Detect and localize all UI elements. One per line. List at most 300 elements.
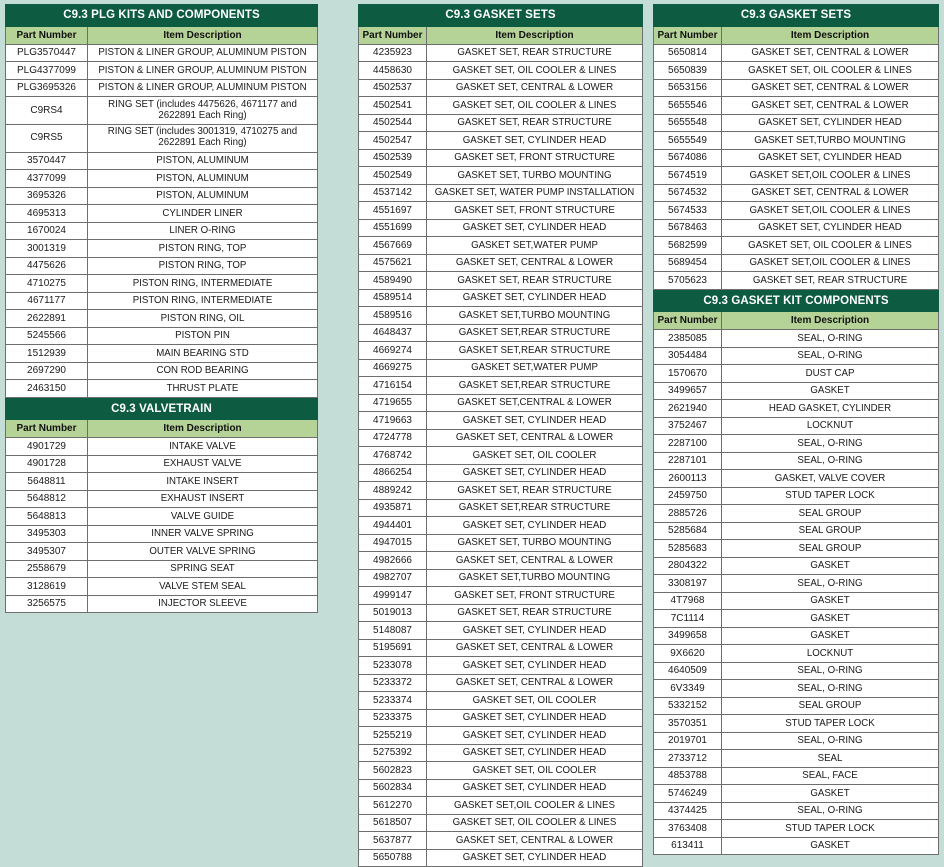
table-row <box>359 447 643 465</box>
cell-item-description: GASKET <box>722 382 939 400</box>
cell-item-description: SPRING SEAT <box>88 560 318 578</box>
cell-part-number: 3499657 <box>654 382 722 400</box>
cell-item-description: GASKET SET, CENTRAL & LOWER <box>427 832 643 850</box>
cell-part-number: 2697290 <box>6 362 88 380</box>
table-row <box>6 97 318 125</box>
table-row <box>359 394 643 412</box>
table-row <box>654 237 939 255</box>
cell-part-number: 5650839 <box>654 62 722 80</box>
cell-item-description: GASKET SET, REAR STRUCTURE <box>722 272 939 290</box>
cell-item-description: SEAL GROUP <box>722 522 939 540</box>
table-row <box>359 622 643 640</box>
cell-item-description: GASKET SET, CYLINDER HEAD <box>427 132 643 150</box>
table-row <box>359 464 643 482</box>
cell-item-description: STUD TAPER LOCK <box>722 487 939 505</box>
table-row <box>6 187 318 205</box>
cell-item-description: GASKET SET, CENTRAL & LOWER <box>722 97 939 115</box>
cell-part-number: 5332152 <box>654 697 722 715</box>
header-part-number: Part Number <box>6 26 88 44</box>
cell-part-number: 5195691 <box>359 639 427 657</box>
cell-item-description: CON ROD BEARING <box>88 362 318 380</box>
table-row <box>654 184 939 202</box>
cell-part-number: 2885726 <box>654 505 722 523</box>
cell-item-description: GASKET SET,OIL COOLER & LINES <box>427 797 643 815</box>
table-row <box>654 732 939 750</box>
cell-item-description: GASKET SET, TURBO MOUNTING <box>427 167 643 185</box>
cell-item-description: GASKET SET, CENTRAL & LOWER <box>722 44 939 62</box>
table-row <box>6 275 318 293</box>
table-row <box>6 490 318 508</box>
cell-part-number: 2622891 <box>6 310 88 328</box>
cell-part-number: 4567669 <box>359 237 427 255</box>
table-row <box>654 820 939 838</box>
cell-part-number: 5148087 <box>359 622 427 640</box>
table-row <box>654 610 939 628</box>
cell-item-description: GASKET SET,WATER PUMP <box>427 359 643 377</box>
cell-item-description: GASKET SET, CYLINDER HEAD <box>722 114 939 132</box>
table-row <box>359 97 643 115</box>
cell-part-number: 2600113 <box>654 470 722 488</box>
cell-part-number: 4695313 <box>6 205 88 223</box>
cell-part-number: 3128619 <box>6 578 88 596</box>
table-row <box>6 257 318 275</box>
section-header-row <box>654 290 939 312</box>
cell-item-description: GASKET SET, CENTRAL & LOWER <box>427 674 643 692</box>
cell-part-number: 5674519 <box>654 167 722 185</box>
cell-item-description: SEAL, O-RING <box>722 330 939 348</box>
cell-item-description: SEAL, FACE <box>722 767 939 785</box>
cell-part-number: 5602834 <box>359 779 427 797</box>
cell-item-description: VALVE STEM SEAL <box>88 578 318 596</box>
table-row <box>359 44 643 62</box>
cell-part-number: 4853788 <box>654 767 722 785</box>
header-part-number: Part Number <box>359 26 427 44</box>
table-row <box>654 715 939 733</box>
table-row <box>654 557 939 575</box>
cell-item-description: GASKET SET, FRONT STRUCTURE <box>427 149 643 167</box>
cell-item-description: PISTON & LINER GROUP, ALUMINUM PISTON <box>88 79 318 97</box>
cell-part-number: 4475626 <box>6 257 88 275</box>
cell-item-description: INNER VALVE SPRING <box>88 525 318 543</box>
header-part-number: Part Number <box>654 26 722 44</box>
cell-item-description: GASKET <box>722 627 939 645</box>
cell-part-number: 4537142 <box>359 184 427 202</box>
cell-part-number: 4982666 <box>359 552 427 570</box>
cell-item-description: GASKET SET, CYLINDER HEAD <box>427 727 643 745</box>
cell-part-number: 5648811 <box>6 473 88 491</box>
cell-part-number: 2385085 <box>654 330 722 348</box>
cell-item-description: GASKET SET, FRONT STRUCTURE <box>427 202 643 220</box>
section-header-row <box>654 5 939 27</box>
table-row <box>359 482 643 500</box>
cell-part-number: 4944401 <box>359 517 427 535</box>
table-row <box>654 400 939 418</box>
cell-part-number: 1512939 <box>6 345 88 363</box>
column-middle <box>358 4 643 867</box>
cell-part-number: 5648812 <box>6 490 88 508</box>
cell-part-number: 1570670 <box>654 365 722 383</box>
column-left <box>5 4 318 613</box>
cell-part-number: 4719663 <box>359 412 427 430</box>
table-row <box>359 674 643 692</box>
cell-part-number: 4575621 <box>359 254 427 272</box>
header-part-number: Part Number <box>654 312 722 330</box>
table-row <box>359 62 643 80</box>
table-row <box>654 452 939 470</box>
cell-item-description: PISTON RING, INTERMEDIATE <box>88 292 318 310</box>
cell-part-number: 5689454 <box>654 254 722 272</box>
cell-item-description: INTAKE VALVE <box>88 438 318 456</box>
table-row <box>359 324 643 342</box>
cell-part-number: 4377099 <box>6 170 88 188</box>
table-row <box>6 44 318 62</box>
table-row <box>359 797 643 815</box>
table-row <box>359 552 643 570</box>
cell-part-number: 4669274 <box>359 342 427 360</box>
table-row <box>654 347 939 365</box>
cell-part-number: 4901729 <box>6 438 88 456</box>
cell-item-description: GASKET SET, CENTRAL & LOWER <box>722 79 939 97</box>
cell-part-number: 3495307 <box>6 543 88 561</box>
table-row <box>654 837 939 855</box>
column-header-row <box>654 312 939 330</box>
cell-part-number: 9X6620 <box>654 645 722 663</box>
cell-item-description: GASKET SET, CYLINDER HEAD <box>427 779 643 797</box>
table-row <box>654 470 939 488</box>
cell-part-number: 4935871 <box>359 499 427 517</box>
cell-item-description: GASKET SET, CENTRAL & LOWER <box>427 429 643 447</box>
section-title: C9.3 GASKET SETS <box>359 5 643 27</box>
cell-part-number: 5275392 <box>359 744 427 762</box>
cell-item-description: OUTER VALVE SPRING <box>88 543 318 561</box>
cell-item-description: SEAL GROUP <box>722 540 939 558</box>
cell-item-description: GASKET SET, REAR STRUCTURE <box>427 272 643 290</box>
cell-item-description: SEAL, O-RING <box>722 802 939 820</box>
section-title: C9.3 VALVETRAIN <box>6 398 318 420</box>
cell-part-number: 3570351 <box>654 715 722 733</box>
cell-part-number: 613411 <box>654 837 722 855</box>
table-row <box>6 205 318 223</box>
parts-table-plg-kits-and-components <box>5 4 318 398</box>
table-row <box>359 762 643 780</box>
section-header-row <box>6 5 318 27</box>
table-row <box>654 79 939 97</box>
table-row <box>359 377 643 395</box>
column-right <box>653 4 939 855</box>
cell-item-description: GASKET SET, OIL COOLER <box>427 692 643 710</box>
section-title: C9.3 GASKET SETS <box>654 5 939 27</box>
header-item-description: Item Description <box>88 420 318 438</box>
header-item-description: Item Description <box>722 312 939 330</box>
section-title: C9.3 PLG KITS AND COMPONENTS <box>6 5 318 27</box>
table-row <box>6 455 318 473</box>
cell-part-number: 5653156 <box>654 79 722 97</box>
cell-part-number: 2804322 <box>654 557 722 575</box>
cell-item-description: GASKET SET, CENTRAL & LOWER <box>427 639 643 657</box>
cell-item-description: PISTON RING, TOP <box>88 257 318 275</box>
table-row <box>654 645 939 663</box>
cell-part-number: 5618507 <box>359 814 427 832</box>
cell-part-number: PLG3695326 <box>6 79 88 97</box>
cell-part-number: 4947015 <box>359 534 427 552</box>
cell-item-description: SEAL, O-RING <box>722 732 939 750</box>
cell-item-description: GASKET SET,CENTRAL & LOWER <box>427 394 643 412</box>
cell-part-number: 4502549 <box>359 167 427 185</box>
table-row <box>359 359 643 377</box>
cell-item-description: LINER O-RING <box>88 222 318 240</box>
table-row <box>359 779 643 797</box>
cell-part-number: 5655548 <box>654 114 722 132</box>
cell-part-number: 5674533 <box>654 202 722 220</box>
cell-item-description: DUST CAP <box>722 365 939 383</box>
table-row <box>6 543 318 561</box>
column-header-row <box>6 420 318 438</box>
table-row <box>654 592 939 610</box>
table-row <box>654 382 939 400</box>
cell-part-number: 3570447 <box>6 152 88 170</box>
cell-part-number: 3256575 <box>6 595 88 613</box>
cell-part-number: 7C1114 <box>654 610 722 628</box>
cell-item-description: GASKET SET,REAR STRUCTURE <box>427 342 643 360</box>
cell-part-number: 5637877 <box>359 832 427 850</box>
table-row <box>6 62 318 80</box>
cell-part-number: 5655546 <box>654 97 722 115</box>
cell-item-description: RING SET (includes 4475626, 4671177 and 2622891 Each Ring) <box>88 97 318 125</box>
cell-part-number: 2287101 <box>654 452 722 470</box>
table-row <box>654 44 939 62</box>
cell-part-number: 2287100 <box>654 435 722 453</box>
cell-item-description: GASKET SET, CYLINDER HEAD <box>722 149 939 167</box>
cell-item-description: GASKET SET, CENTRAL & LOWER <box>427 79 643 97</box>
cell-item-description: PISTON & LINER GROUP, ALUMINUM PISTON <box>88 44 318 62</box>
cell-part-number: 3054484 <box>654 347 722 365</box>
cell-item-description: RING SET (includes 3001319, 4710275 and 2622891 Each Ring) <box>88 124 318 152</box>
cell-part-number: C9RS5 <box>6 124 88 152</box>
cell-item-description: GASKET <box>722 837 939 855</box>
table-row <box>359 744 643 762</box>
cell-part-number: 2558679 <box>6 560 88 578</box>
cell-part-number: 5233372 <box>359 674 427 692</box>
table-row <box>359 184 643 202</box>
cell-part-number: 5655549 <box>654 132 722 150</box>
cell-item-description: GASKET SET, CYLINDER HEAD <box>427 412 643 430</box>
header-part-number: Part Number <box>6 420 88 438</box>
cell-item-description: GASKET SET,WATER PUMP <box>427 237 643 255</box>
cell-part-number: 5019013 <box>359 604 427 622</box>
cell-part-number: 4374425 <box>654 802 722 820</box>
cell-item-description: GASKET SET, CYLINDER HEAD <box>427 289 643 307</box>
parts-table-gasket-sets-part-2 <box>653 4 939 290</box>
cell-part-number: 4716154 <box>359 377 427 395</box>
cell-item-description: INTAKE INSERT <box>88 473 318 491</box>
table-row <box>359 342 643 360</box>
cell-part-number: 5674532 <box>654 184 722 202</box>
cell-item-description: GASKET SET, OIL COOLER & LINES <box>427 814 643 832</box>
table-row <box>359 79 643 97</box>
table-row <box>654 750 939 768</box>
table-row <box>654 254 939 272</box>
table-row <box>359 604 643 622</box>
cell-item-description: GASKET SET, OIL COOLER <box>427 762 643 780</box>
table-row <box>359 569 643 587</box>
cell-item-description: PISTON RING, TOP <box>88 240 318 258</box>
cell-part-number: 4502539 <box>359 149 427 167</box>
cell-item-description: LOCKNUT <box>722 417 939 435</box>
cell-part-number: 3495303 <box>6 525 88 543</box>
cell-item-description: STUD TAPER LOCK <box>722 820 939 838</box>
section-header-row <box>359 5 643 27</box>
cell-item-description: GASKET SET, CENTRAL & LOWER <box>427 254 643 272</box>
cell-part-number: 5674086 <box>654 149 722 167</box>
cell-item-description: GASKET SET, CENTRAL & LOWER <box>427 552 643 570</box>
table-row <box>6 310 318 328</box>
cell-item-description: GASKET SET,OIL COOLER & LINES <box>722 254 939 272</box>
cell-part-number: 5233375 <box>359 709 427 727</box>
cell-item-description: EXHAUST VALVE <box>88 455 318 473</box>
table-row <box>654 697 939 715</box>
cell-item-description: GASKET SET, WATER PUMP INSTALLATION <box>427 184 643 202</box>
table-row <box>359 219 643 237</box>
table-row <box>6 292 318 310</box>
cell-item-description: STUD TAPER LOCK <box>722 715 939 733</box>
cell-item-description: PISTON RING, INTERMEDIATE <box>88 275 318 293</box>
cell-item-description: GASKET SET, CENTRAL & LOWER <box>722 184 939 202</box>
cell-part-number: 4669275 <box>359 359 427 377</box>
table-row <box>6 508 318 526</box>
cell-item-description: PISTON, ALUMINUM <box>88 187 318 205</box>
table-row <box>359 814 643 832</box>
table-row <box>359 639 643 657</box>
parts-table-gasket-sets-part-1 <box>358 4 643 867</box>
cell-item-description: GASKET SET, REAR STRUCTURE <box>427 482 643 500</box>
cell-item-description: GASKET <box>722 592 939 610</box>
table-row <box>359 499 643 517</box>
table-row <box>654 435 939 453</box>
table-row <box>6 152 318 170</box>
table-row <box>6 222 318 240</box>
cell-item-description: SEAL, O-RING <box>722 680 939 698</box>
cell-item-description: EXHAUST INSERT <box>88 490 318 508</box>
cell-part-number: 4502547 <box>359 132 427 150</box>
table-row <box>6 595 318 613</box>
cell-part-number: 5602823 <box>359 762 427 780</box>
cell-part-number: 4458630 <box>359 62 427 80</box>
parts-table-valvetrain <box>5 398 318 614</box>
cell-part-number: 5233078 <box>359 657 427 675</box>
cell-item-description: SEAL, O-RING <box>722 347 939 365</box>
cell-part-number: 4235923 <box>359 44 427 62</box>
table-row <box>359 167 643 185</box>
cell-part-number: 4999147 <box>359 587 427 605</box>
cell-part-number: 2463150 <box>6 380 88 398</box>
column-header-row <box>359 26 643 44</box>
cell-item-description: GASKET SET, FRONT STRUCTURE <box>427 587 643 605</box>
table-row <box>654 522 939 540</box>
cell-item-description: GASKET SET, CYLINDER HEAD <box>427 709 643 727</box>
table-row <box>359 412 643 430</box>
cell-part-number: 2019701 <box>654 732 722 750</box>
table-row <box>6 560 318 578</box>
cell-item-description: GASKET SET, OIL COOLER <box>427 447 643 465</box>
cell-part-number: 6V3349 <box>654 680 722 698</box>
table-row <box>654 219 939 237</box>
cell-item-description: GASKET SET, CYLINDER HEAD <box>722 219 939 237</box>
cell-item-description: GASKET SET, REAR STRUCTURE <box>427 604 643 622</box>
table-row <box>359 849 643 867</box>
cell-item-description: GASKET SET,REAR STRUCTURE <box>427 499 643 517</box>
cell-item-description: GASKET SET, OIL COOLER & LINES <box>427 62 643 80</box>
table-row <box>359 429 643 447</box>
cell-part-number: 2733712 <box>654 750 722 768</box>
cell-item-description: PISTON PIN <box>88 327 318 345</box>
cell-part-number: 4889242 <box>359 482 427 500</box>
cell-item-description: SEAL, O-RING <box>722 575 939 593</box>
table-row <box>654 627 939 645</box>
cell-item-description: GASKET SET,TURBO MOUNTING <box>427 307 643 325</box>
cell-item-description: GASKET SET,REAR STRUCTURE <box>427 324 643 342</box>
table-row <box>6 525 318 543</box>
cell-part-number: 3695326 <box>6 187 88 205</box>
table-row <box>359 237 643 255</box>
cell-part-number: 5678463 <box>654 219 722 237</box>
table-row <box>654 540 939 558</box>
cell-item-description: GASKET SET, CYLINDER HEAD <box>427 657 643 675</box>
cell-item-description: THRUST PLATE <box>88 380 318 398</box>
cell-item-description: PISTON, ALUMINUM <box>88 152 318 170</box>
cell-item-description: GASKET SET, REAR STRUCTURE <box>427 114 643 132</box>
cell-part-number: 5255219 <box>359 727 427 745</box>
cell-part-number: 3763408 <box>654 820 722 838</box>
table-row <box>654 167 939 185</box>
cell-item-description: CYLINDER LINER <box>88 205 318 223</box>
section-title: C9.3 GASKET KIT COMPONENTS <box>654 290 939 312</box>
cell-part-number: 2459750 <box>654 487 722 505</box>
cell-item-description: GASKET SET,REAR STRUCTURE <box>427 377 643 395</box>
table-row <box>359 272 643 290</box>
table-row <box>654 767 939 785</box>
table-row <box>359 587 643 605</box>
cell-part-number: 4724778 <box>359 429 427 447</box>
cell-item-description: GASKET SET, OIL COOLER & LINES <box>722 237 939 255</box>
table-row <box>654 202 939 220</box>
cell-part-number: 4671177 <box>6 292 88 310</box>
table-row <box>654 575 939 593</box>
table-row <box>6 380 318 398</box>
table-row <box>359 832 643 850</box>
cell-item-description: GASKET SET,OIL COOLER & LINES <box>722 202 939 220</box>
cell-item-description: GASKET SET, REAR STRUCTURE <box>427 44 643 62</box>
table-row <box>654 417 939 435</box>
column-header-row <box>654 26 939 44</box>
cell-part-number: 3001319 <box>6 240 88 258</box>
table-row <box>654 802 939 820</box>
cell-item-description: SEAL GROUP <box>722 697 939 715</box>
table-row <box>359 202 643 220</box>
header-item-description: Item Description <box>722 26 939 44</box>
cell-item-description: GASKET SET,TURBO MOUNTING <box>427 569 643 587</box>
cell-part-number: 4768742 <box>359 447 427 465</box>
cell-part-number: PLG4377099 <box>6 62 88 80</box>
cell-part-number: 4551697 <box>359 202 427 220</box>
table-row <box>359 307 643 325</box>
table-row <box>6 345 318 363</box>
cell-item-description: GASKET <box>722 557 939 575</box>
cell-item-description: PISTON & LINER GROUP, ALUMINUM PISTON <box>88 62 318 80</box>
cell-item-description: SEAL, O-RING <box>722 435 939 453</box>
header-item-description: Item Description <box>427 26 643 44</box>
table-row <box>6 362 318 380</box>
table-row <box>359 254 643 272</box>
